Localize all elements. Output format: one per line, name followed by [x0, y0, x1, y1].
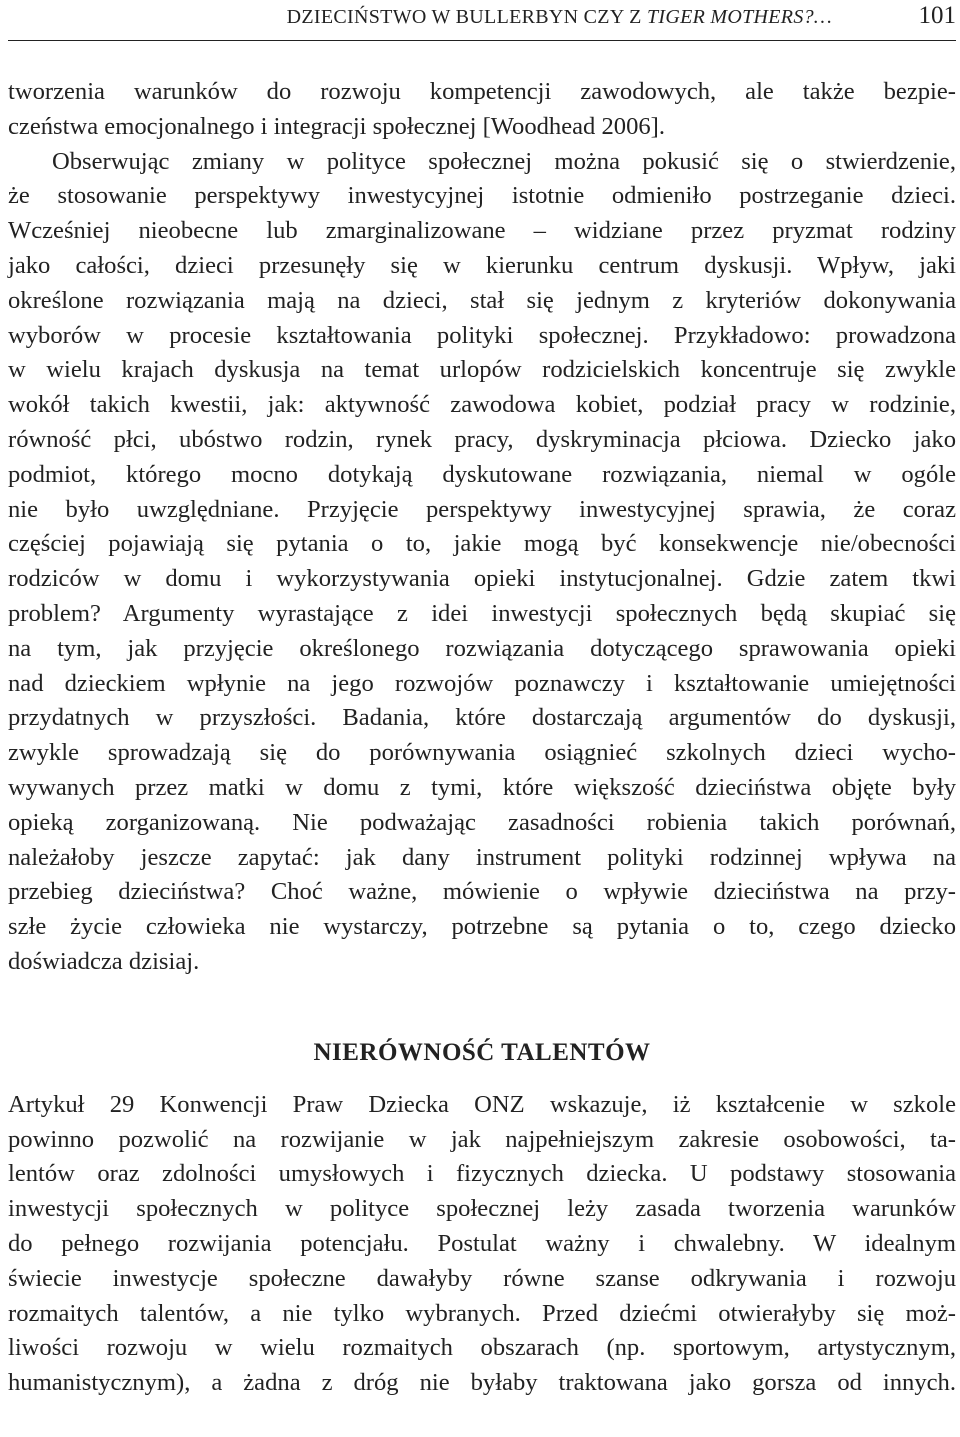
paragraph-continuation — [8, 75, 956, 145]
paragraph-talents — [8, 1088, 956, 1401]
text-line: Wcześniej nieobecne lub zmarginalizowane – widziane przez pryzmat rodziny — [8, 217, 956, 245]
text-line: przebieg dzieciństwa? Choć ważne, mówienie o wpływie dzieciństwa na przy- — [8, 878, 956, 906]
text-line: do pełnego rozwijania potencjału. Postulat ważny i chwalebny. W idealnym — [8, 1229, 956, 1257]
running-title — [287, 6, 832, 29]
text-line: przydatnych w przyszłości. Badania, które dostarczają argumentów do dyskusji, — [8, 704, 956, 732]
text-line: szłe życie człowieka nie wystarczy, potrzebne są pytania o to, czego dziecko — [8, 913, 956, 941]
text-line: problem? Argumenty wyrastające z idei inwestycji społecznych będą skupiać się — [8, 599, 956, 627]
text-line: wywanych przez matki w domu z tymi, które większość dzieciństwa objęte były — [8, 773, 956, 801]
paragraph-investment-perspective — [8, 145, 956, 980]
section-heading: NIERÓWNOŚĆ TALENTÓW — [313, 1038, 651, 1066]
text-line: humanistycznym), a żadna z dróg nie byłaby traktowana jako gorsza od innych. — [8, 1369, 956, 1397]
text-line: tworzenia warunków do rozwoju kompetencji zawodowych, ale także bezpie- — [8, 78, 956, 105]
text-line: powinno pozwolić na rozwijanie w jak najpełniejszym zakresie osobowości, ta- — [8, 1125, 956, 1153]
text-line: w wielu krajach dyskusja na temat urlopów rodzicielskich koncentruje się zwykle — [8, 356, 956, 384]
text-line: wyborów w procesie kształtowania polityki społecznej. Przykładowo: prowadzona — [8, 321, 956, 349]
running-title-italic: TIGER MOTHERS?… — [646, 6, 832, 28]
text-line: wokół takich kwestii, jak: aktywność zawodowa kobiet, podział pracy w rodzinie, — [8, 391, 956, 419]
text-line: rodziców w domu i wykorzystywania opieki instytucjonalnej. Gdzie zatem tkwi — [8, 565, 956, 593]
text-line: inwestycji społecznych w polityce społecznej leży zasada tworzenia warunków — [8, 1195, 956, 1223]
text-line: równość płci, ubóstwo rodzin, rynek pracy, dyskryminacja płciowa. Dziecko jako — [8, 425, 956, 453]
text-line: lentów oraz zdolności umysłowych i fizycznych dziecka. U podstawy stosowania — [8, 1160, 956, 1188]
text-line: czeństwa emocjonalnego i integracji społecznej [Woodhead 2006]. — [8, 112, 666, 140]
text-line: rozmaitych talentów, a nie tylko wybranych. Przed dziećmi otwierałyby się moż- — [8, 1299, 956, 1327]
text-line: liwości rozwoju w wielu rozmaitych obszarach (np. sportowym, artystycznym, — [8, 1334, 956, 1362]
body-text-upper — [8, 75, 956, 980]
body-text-lower — [8, 1088, 956, 1401]
text-line: Obserwując zmiany w polityce społecznej można pokusić się o stwierdzenie, — [52, 147, 956, 175]
text-line: nie było uwzględniane. Przyjęcie perspektywy inwestycyjnej sprawia, że coraz — [8, 495, 956, 523]
document-page — [8, 0, 956, 1401]
text-line: że stosowanie perspektywy inwestycyjnej istotnie odmieniło postrzeganie dzieci. — [8, 182, 956, 210]
text-line: zwykle sprowadzają się do porównywania osiągnieć szkolnych dzieci wycho- — [8, 739, 956, 767]
text-line: nad dzieckiem wpłynie na jego rozwojów poznawczy i kształtowanie umiejętności — [8, 669, 956, 697]
text-line: określone rozwiązania mają na dzieci, stał się jednym z kryteriów dokonywania — [8, 286, 956, 314]
running-header — [8, 0, 956, 41]
page-number: 101 — [918, 2, 956, 29]
text-line: częściej pojawiają się pytania o to, jakie mogą być konsekwencje nie/obecności — [8, 530, 956, 558]
text-line: doświadcza dzisiaj. — [8, 947, 200, 975]
text-line: na tym, jak przyjęcie określonego rozwiązania dotyczącego sprawowania opieki — [8, 634, 956, 662]
text-line: należałoby jeszcze zapytać: jak dany instrument polityki rodzinnej wpływa na — [8, 843, 956, 871]
text-line: opieką zorganizowaną. Nie podważając zasadności robienia takich porównań, — [8, 808, 956, 836]
text-line: podmiot, którego mocno dotykają dyskutowane rozwiązania, niemal w ogóle — [8, 460, 956, 488]
text-line: jako całości, dzieci przesunęły się w kierunku centrum dyskusji. Wpływ, jaki — [8, 251, 956, 279]
text-line: świecie inwestycje społeczne dawałyby równe szanse odkrywania i rozwoju — [8, 1264, 956, 1292]
running-title-main: DZIECIŃSTWO W BULLERBYN CZY Z — [286, 6, 647, 28]
text-line: Artykuł 29 Konwencji Praw Dziecka ONZ wskazuje, iż kształcenie w szkole — [8, 1090, 956, 1118]
